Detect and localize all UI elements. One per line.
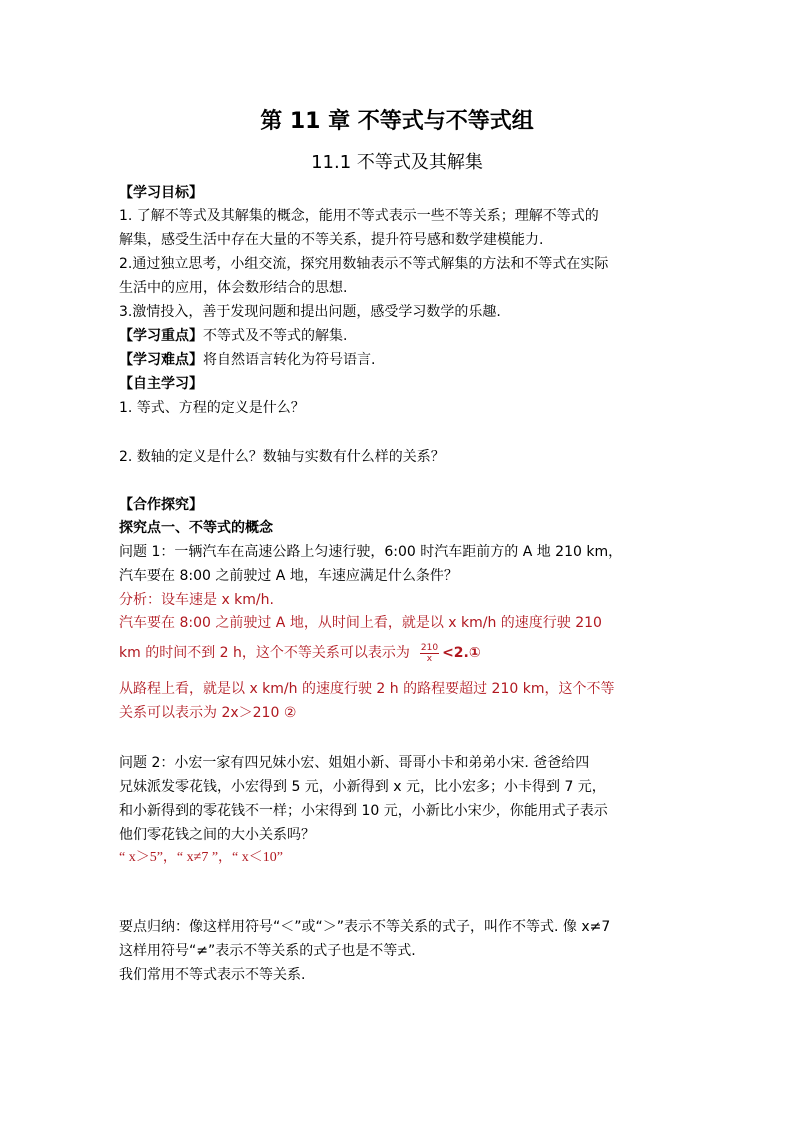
fraction-numerator: 210 — [420, 642, 439, 653]
key-point-label: 【学习重点】 — [119, 328, 203, 344]
analysis-line-3 — [119, 641, 481, 665]
fraction-210-over-x — [420, 643, 439, 664]
problem-2-line-4: 他们零花钱之间的大小关系吗？ — [119, 827, 315, 843]
cooperation-heading: 【合作探究】 — [119, 497, 203, 513]
difficulty-line — [119, 351, 375, 369]
inequality-1-suffix: <2.① — [442, 645, 481, 661]
self-study-question-2: 2. 数轴的定义是什么？数轴与实数有什么样的关系？ — [119, 449, 445, 465]
analysis-line-4: 从路程上看，就是以 x km/h 的速度行驶 2 h 的路程要超过 210 km，这个不等 — [119, 681, 615, 697]
difficulty-text: 将自然语言转化为符号语言. — [203, 352, 376, 368]
chapter-title: 第 11 章 不等式与不等式组 — [260, 109, 534, 134]
summary-line-2: 这样用符号“≠”表示不等关系的式子也是不等式. — [119, 943, 416, 959]
section-title: 11.1 不等式及其解集 — [311, 152, 483, 173]
exploration-point-1: 探究点一、不等式的概念 — [119, 520, 273, 536]
objectives-heading: 【学习目标】 — [119, 185, 203, 201]
summary-line-1: 要点归纳：像这样用符号“＜”或“＞”表示不等关系的式子，叫作不等式. 像 x≠7 — [119, 919, 611, 935]
key-point-text: 不等式及不等式的解集. — [203, 328, 348, 344]
objective-2-line-1: 2.通过独立思考，小组交流，探究用数轴表示不等式解集的方法和不等式在实际 — [119, 256, 609, 272]
analysis-line-3-prefix: km 的时间不到 2 h，这个不等关系可以表示为 — [119, 645, 410, 661]
objective-1-line-2: 解集，感受生活中存在大量的不等关系，提升符号感和数学建模能力. — [119, 232, 544, 248]
fraction-denominator: x — [426, 653, 433, 664]
key-point-line — [119, 327, 347, 345]
objective-1-line-1: 1. 了解不等式及其解集的概念，能用不等式表示一些不等关系；理解不等式的 — [119, 208, 599, 224]
objective-3: 3.激情投入，善于发现问题和提出问题，感受学习数学的乐趣. — [119, 304, 501, 320]
self-study-heading: 【自主学习】 — [119, 376, 203, 392]
problem-2-line-1: 问题 2：小宏一家有四兄妹小宏、姐姐小新、哥哥小卡和弟弟小宋. 爸爸给四 — [119, 755, 590, 771]
problem-2-line-3: 和小新得到的零花钱不一样；小宋得到 10 元，小新比小宋少，你能用式子表示 — [119, 803, 608, 819]
problem-1-line-2: 汽车要在 8:00 之前驶过 A 地，车速应满足什么条件？ — [119, 568, 458, 584]
self-study-question-1: 1. 等式、方程的定义是什么？ — [119, 400, 305, 416]
difficulty-label: 【学习难点】 — [119, 352, 203, 368]
analysis-line-5: 关系可以表示为 2x＞210 ② — [119, 705, 297, 721]
summary-line-3: 我们常用不等式表示不等关系. — [119, 967, 306, 983]
problem-2-line-2: 兄妹派发零花钱，小宏得到 5 元，小新得到 x 元，比小宏多；小卡得到 7 元， — [119, 779, 606, 795]
problem-1-line-1: 问题 1：一辆汽车在高速公路上匀速行驶，6:00 时汽车距前方的 A 地 210 km， — [119, 544, 623, 560]
problem-2-answer: “ x＞5”，“ x≠7 ”，“ x＜10” — [119, 850, 283, 865]
analysis-line-2: 汽车要在 8:00 之前驶过 A 地，从时间上看，就是以 x km/h 的速度行驶 210 — [119, 615, 602, 631]
analysis-line-1: 分析：设车速是 x km/h. — [119, 592, 274, 608]
objective-2-line-2: 生活中的应用，体会数形结合的思想. — [119, 280, 348, 296]
